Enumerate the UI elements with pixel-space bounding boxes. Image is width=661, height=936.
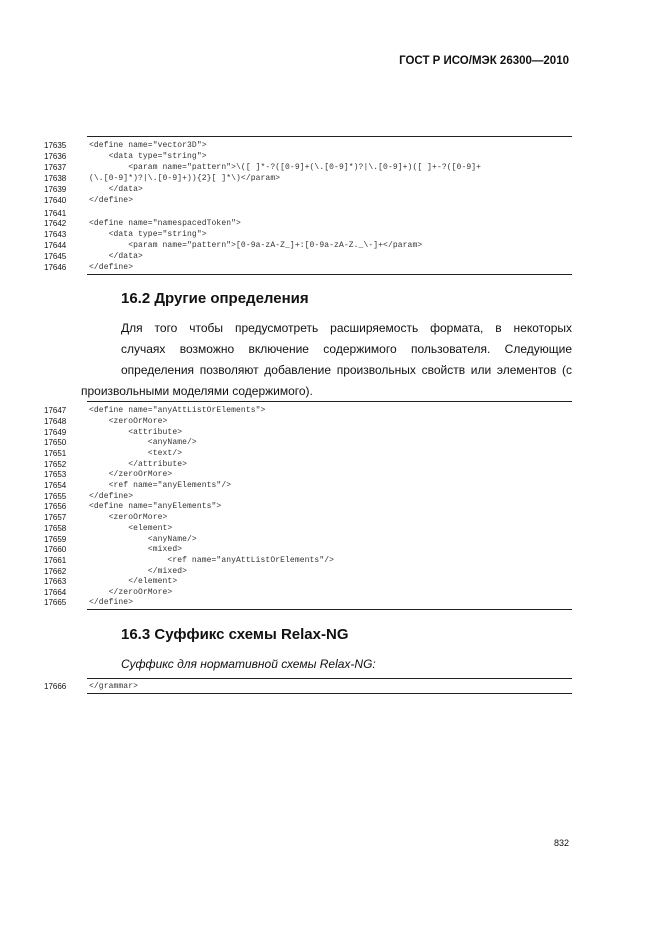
code-block-bottom-rule (87, 609, 572, 610)
line-number: 17635 (44, 141, 67, 150)
line-number: 17661 (44, 556, 67, 565)
page-number: 832 (553, 838, 569, 848)
code-text: </data> (89, 252, 143, 261)
line-number: 17658 (44, 524, 67, 533)
line-number: 17644 (44, 241, 67, 250)
line-number: 17649 (44, 428, 67, 437)
code-text: </attribute> (89, 460, 188, 469)
code-text: <anyName/> (89, 438, 197, 447)
section-16-2-paragraph (81, 318, 572, 402)
paragraph-line: случаях возможно включение содержимого пользователя. Следующие (121, 342, 572, 356)
code-text: <attribute> (89, 428, 183, 437)
code-text: <param name="pattern">\([ ]*-?([0-9]+(\.[0-9]*)?|\.[0-9]+)([ ]+-?([0-9]+ (89, 163, 482, 172)
line-number: 17650 (44, 438, 67, 447)
code-text: <ref name="anyAttListOrElements"/> (89, 556, 335, 565)
code-text: </define> (89, 492, 134, 501)
line-number: 17652 (44, 460, 67, 469)
code-text: </define> (89, 196, 134, 205)
line-number: 17643 (44, 230, 67, 239)
line-number: 17648 (44, 417, 67, 426)
line-number: 17638 (44, 174, 67, 183)
code-block-bottom-rule (87, 693, 572, 694)
code-text: </grammar> (89, 682, 139, 691)
code-text: </define> (89, 263, 134, 272)
paragraph-line: Для того чтобы предусмотреть расширяемость формата, в некоторых (121, 321, 572, 335)
code-block-top-rule (87, 136, 572, 137)
line-number: 17665 (44, 598, 67, 607)
code-text: </mixed> (89, 567, 188, 576)
code-text: <text/> (89, 449, 183, 458)
line-number: 17640 (44, 196, 67, 205)
line-number: 17660 (44, 545, 67, 554)
code-text: <data type="string"> (89, 152, 207, 161)
line-number: 17663 (44, 577, 67, 586)
line-number: 17654 (44, 481, 67, 490)
code-block-bottom-rule (87, 274, 572, 275)
line-number: 17646 (44, 263, 67, 272)
code-text: <define name="anyAttListOrElements"> (89, 406, 266, 415)
code-block-top-rule (87, 401, 572, 402)
document-code: ГОСТ Р ИСО/МЭК 26300—2010 (399, 55, 569, 67)
line-number: 17666 (44, 682, 67, 691)
line-number: 17639 (44, 185, 67, 194)
paragraph-line: произвольными моделями содержимого). (81, 384, 313, 398)
line-number: 17641 (44, 209, 67, 218)
code-text: <define name="anyElements"> (89, 502, 222, 511)
line-number: 17664 (44, 588, 67, 597)
code-block-top-rule (87, 678, 572, 679)
section-16-3-intro: Суффикс для нормативной схемы Relax-NG: (121, 657, 376, 671)
code-text: </define> (89, 598, 134, 607)
code-text: (\.[0-9]*)?|\.[0-9]+)){2}[ ]*\)</param> (89, 174, 281, 183)
line-number: 17636 (44, 152, 67, 161)
code-text: <define name="namespacedToken"> (89, 219, 241, 228)
code-text: </element> (89, 577, 178, 586)
line-number: 17659 (44, 535, 67, 544)
line-number: 17645 (44, 252, 67, 261)
section-heading-16-3: 16.3 Суффикс схемы Relax-NG (121, 626, 349, 643)
line-number: 17647 (44, 406, 67, 415)
code-text: <define name="vector3D"> (89, 141, 207, 150)
code-text: <element> (89, 524, 173, 533)
code-text: <mixed> (89, 545, 183, 554)
code-text: </zeroOrMore> (89, 470, 173, 479)
code-text: </data> (89, 185, 143, 194)
code-text: <zeroOrMore> (89, 417, 168, 426)
code-text: <anyName/> (89, 535, 197, 544)
code-text: <param name="pattern">[0-9a-zA-Z_]+:[0-9a-zA-Z._\-]+</param> (89, 241, 423, 250)
line-number: 17662 (44, 567, 67, 576)
code-text: <ref name="anyElements"/> (89, 481, 232, 490)
code-text: <data type="string"> (89, 230, 207, 239)
line-number: 17637 (44, 163, 67, 172)
line-number: 17655 (44, 492, 67, 501)
line-number: 17657 (44, 513, 67, 522)
line-number: 17651 (44, 449, 67, 458)
section-heading-16-2: 16.2 Другие определения (121, 290, 309, 307)
code-text: <zeroOrMore> (89, 513, 168, 522)
line-number: 17642 (44, 219, 67, 228)
line-number: 17656 (44, 502, 67, 511)
paragraph-line: определения позволяют добавление произвольных свойств или элементов (с (121, 363, 572, 377)
code-text: </zeroOrMore> (89, 588, 173, 597)
line-number: 17653 (44, 470, 67, 479)
